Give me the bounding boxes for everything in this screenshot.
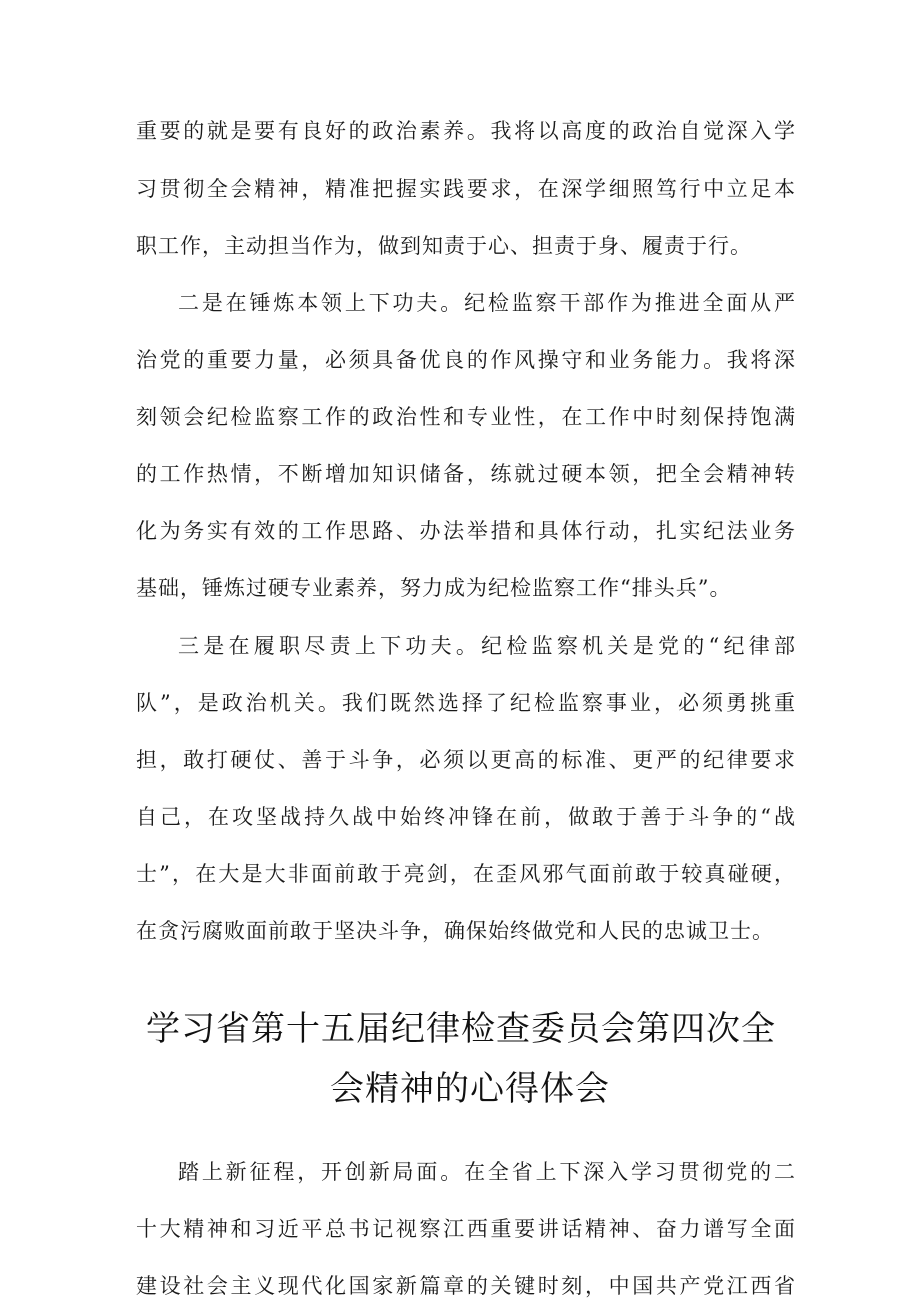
text-line: 职工作，主动担当作为，做到知责于心、担责于身、履责于行。 [136,234,752,258]
text-line: 士”，在大是大非面前敢于亮剑，在歪风邪气面前敢于较真碰硬， [136,862,796,886]
text-line: 自己，在攻坚战持久战中始终冲锋在前，做敢于善于斗争的“战 [136,805,796,829]
text-line: 化为务实有效的工作思路、办法举措和具体行动，扎实纪法业务 [136,519,796,543]
text-line: 三是在履职尽责上下功夫。纪检监察机关是党的“纪律部 [178,634,796,658]
text-line: 刻领会纪检监察工作的政治性和专业性，在工作中时刻保持饱满 [136,405,796,429]
text-line: 习贯彻全会精神，精准把握实践要求，在深学细照笃行中立足本 [136,177,796,201]
text-line: 担，敢打硬仗、善于斗争，必须以更高的标准、更严的纪律要求 [136,748,796,772]
text-line: 的工作热情，不断增加知识储备，练就过硬本领，把全会精神转 [136,462,796,486]
text-line: 重要的就是要有良好的政治素养。我将以高度的政治自觉深入学 [136,119,796,143]
article-title-line-2: 会精神的心得体会 [330,1069,610,1109]
text-line: 二是在锤炼本领上下功夫。纪检监察干部作为推进全面从严 [178,291,796,315]
text-line: 建设社会主义现代化国家新篇章的关键时刻，中国共产党江西省 [136,1274,796,1298]
text-line: 十大精神和习近平总书记视察江西重要讲话精神、奋力谱写全面 [136,1217,796,1241]
text-line: 治党的重要力量，必须具备优良的作风操守和业务能力。我将深 [136,348,796,372]
text-line: 在贪污腐败面前敢于坚决斗争，确保始终做党和人民的忠诚卫士。 [136,919,774,943]
article-title-line-1: 学习省第十五届纪律检查委员会第四次全 [146,1009,776,1049]
text-line: 基础，锤炼过硬专业素养，努力成为纪检监察工作“排头兵”。 [136,576,732,600]
text-line: 踏上新征程，开创新局面。在全省上下深入学习贯彻党的二 [178,1160,796,1184]
text-line: 队”，是政治机关。我们既然选择了纪检监察事业，必须勇挑重 [136,691,796,715]
